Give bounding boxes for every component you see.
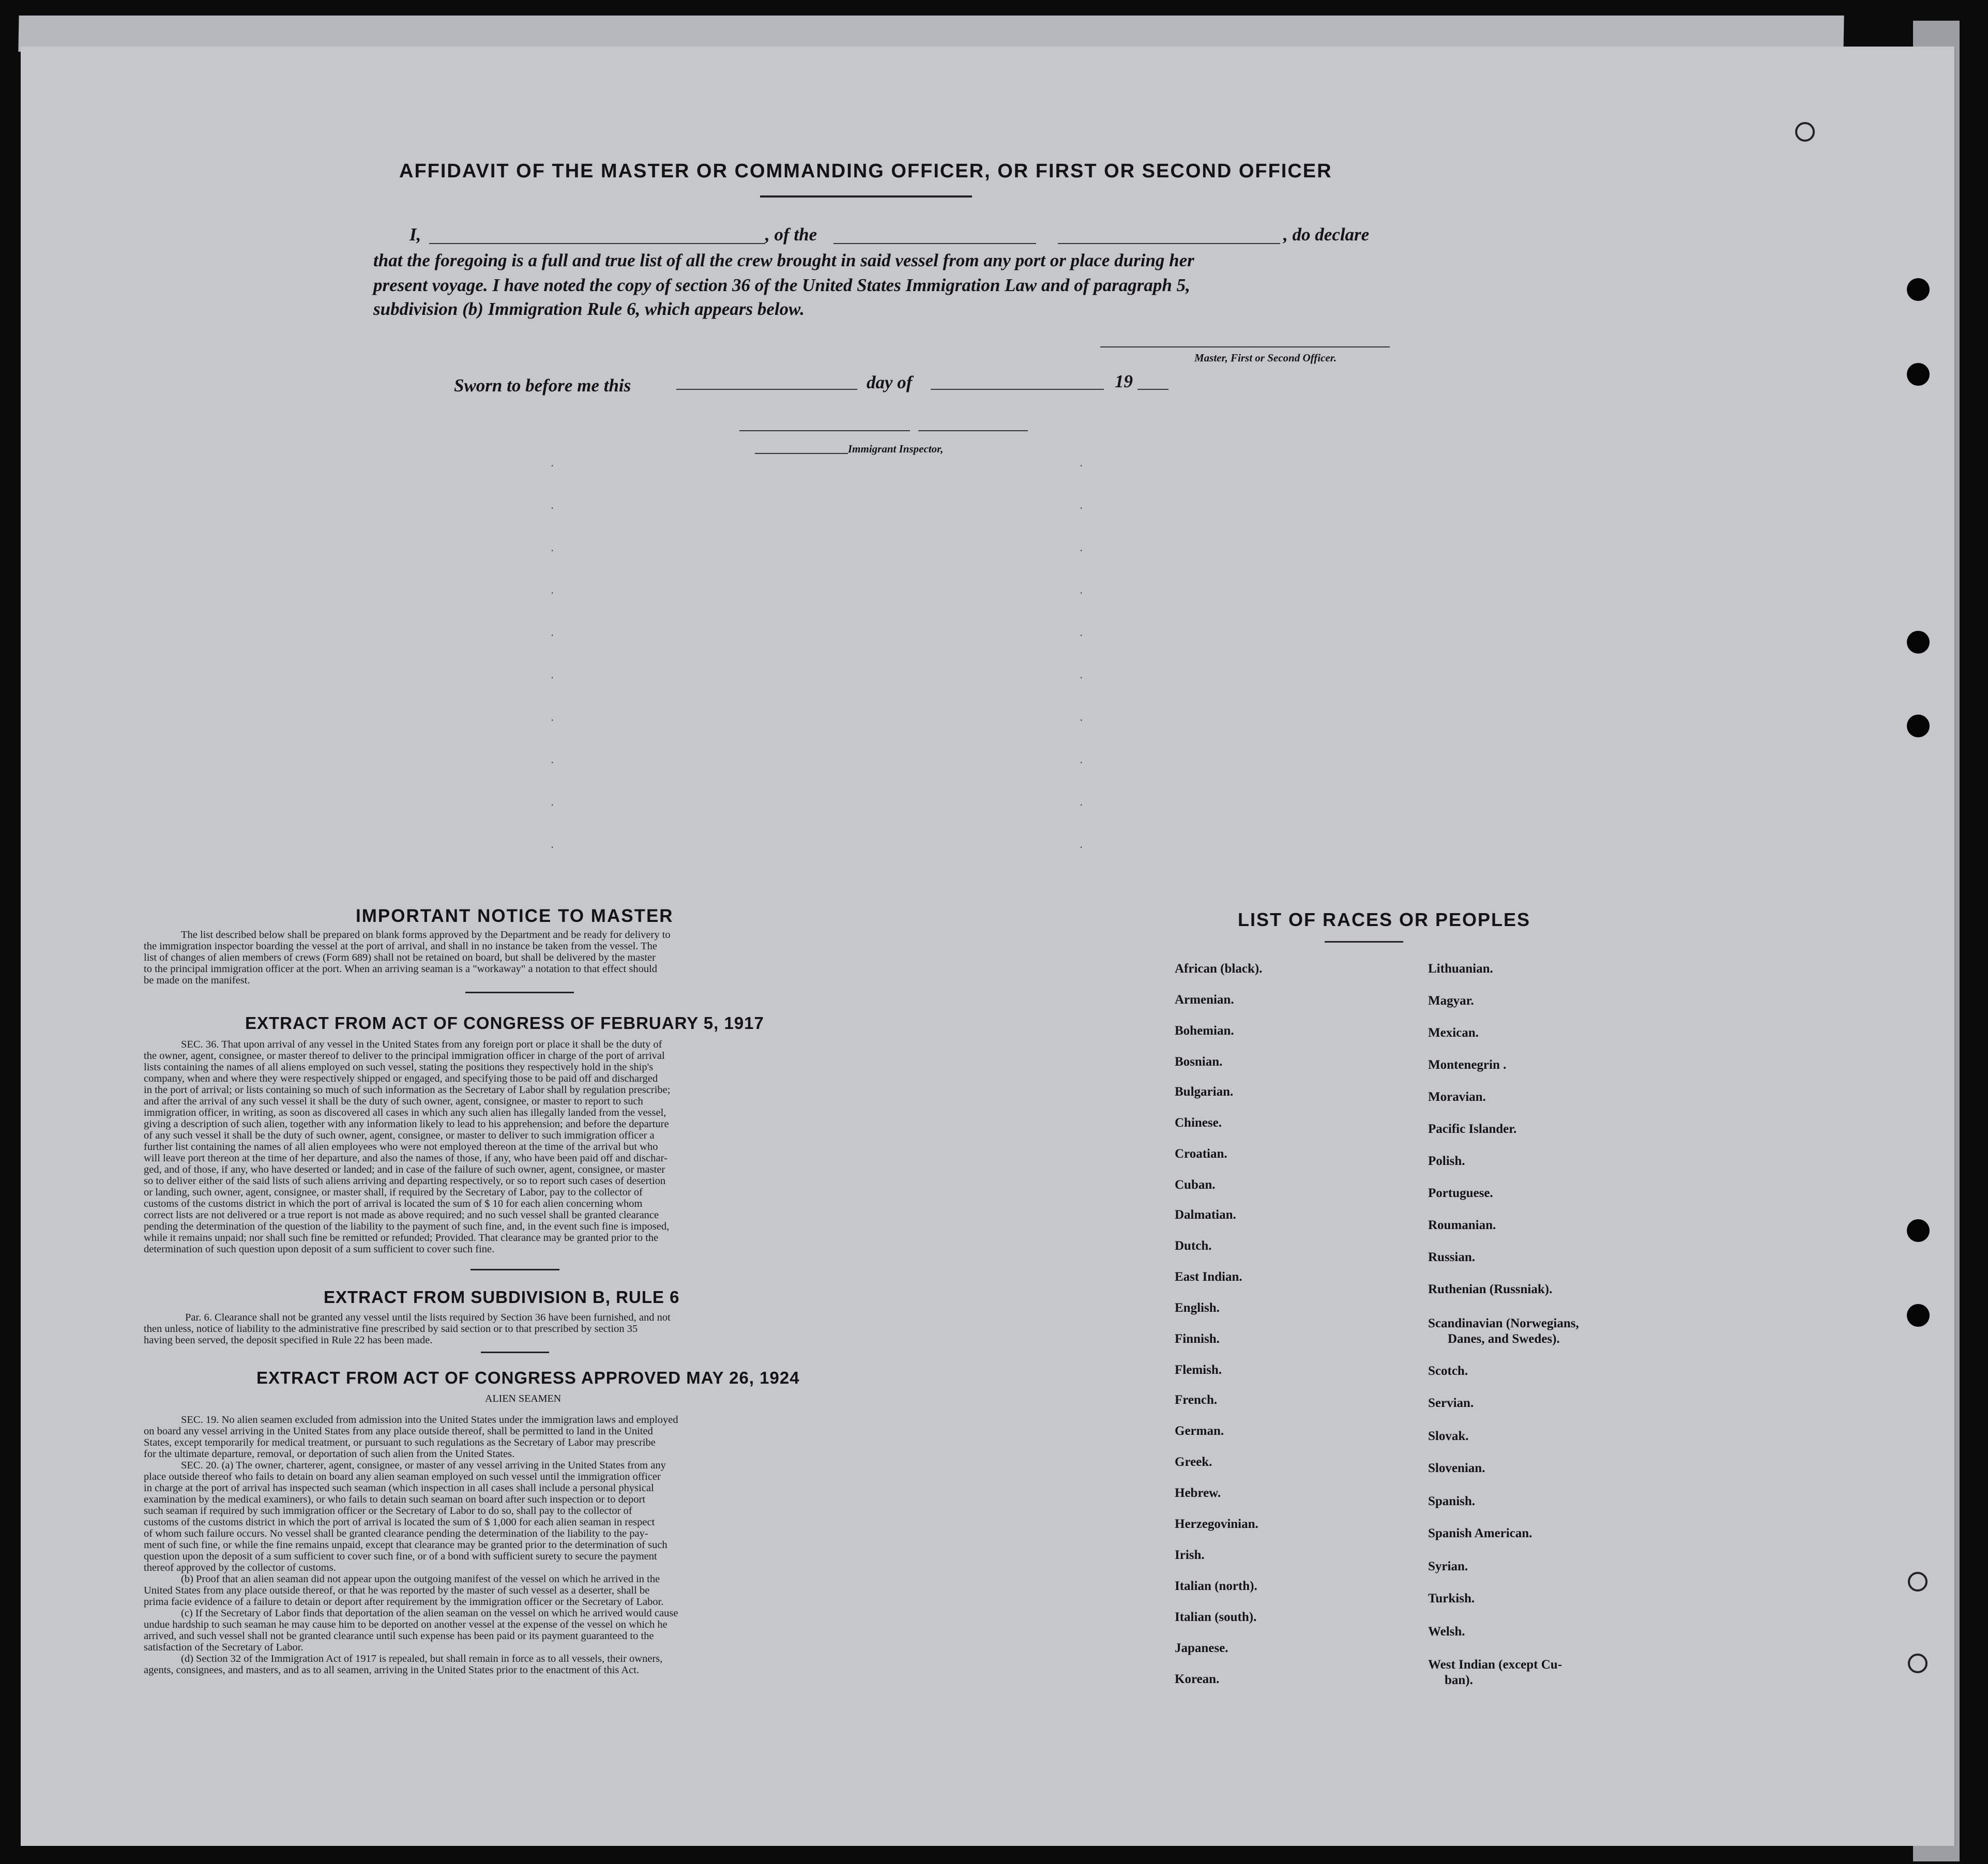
- race-item: Cuban.: [1175, 1178, 1216, 1192]
- of-the-label: , of the: [765, 224, 817, 245]
- race-item: Russian.: [1428, 1250, 1476, 1264]
- race-item: Danes, and Swedes).: [1448, 1332, 1560, 1346]
- race-item: Finnish.: [1175, 1332, 1220, 1346]
- binder-hole: [1907, 715, 1930, 737]
- binder-hole: [1907, 631, 1930, 654]
- binder-hole-empty: [1908, 1654, 1928, 1673]
- act-1924-line: arrived, and such vessel shall not be granted clearance until such expense has been paid or its payment guaranteed to the: [144, 1630, 654, 1642]
- act-1917-line: giving a description of such alien, together with any information likely to lead to his apprehension; and before the departure: [144, 1118, 669, 1130]
- binder-hole: [1907, 363, 1930, 386]
- inspector-signature-field[interactable]: [755, 453, 848, 454]
- rule-6-line: then unless, notice of liability to the administrative fine prescribed by said section or to that prescribed by section 35: [144, 1323, 638, 1335]
- race-item: Spanish.: [1428, 1494, 1476, 1508]
- act-1917-line: so to deliver either of the said lists of such aliens arriving and departing respectively, or so to report such cases of desertion: [144, 1175, 666, 1187]
- race-item: Welsh.: [1428, 1625, 1465, 1639]
- act-1917-line: company, when and where they were respectively shipped or engaged, and specifying those to be paid off and discharged: [144, 1073, 658, 1084]
- binder-hole: [1907, 1219, 1930, 1242]
- binder-hole-empty: [1795, 122, 1815, 142]
- act-1917-line: and after the arrival of any such vessel it shall be the duty of such owner, agent, consignee, or master to report to such: [144, 1096, 643, 1107]
- act-1924-line: (b) Proof that an alien seaman did not appear upon the outgoing manifest of the vessel on which he arrived in the: [181, 1573, 660, 1585]
- act-1924-line: agents, consignees, and masters, and as to all seamen, arriving in the United States prior to the enactment of this Act.: [144, 1664, 640, 1676]
- act-1924-line: States, except temporarily for medical treatment, or pursuant to such regulations as the Secretary of Labor may prescribe: [144, 1437, 656, 1448]
- race-item: Magyar.: [1428, 994, 1474, 1008]
- sworn-month-field[interactable]: [931, 389, 1104, 390]
- year-label: 19: [1115, 371, 1133, 391]
- act-1917-line: SEC. 36. That upon arrival of any vessel in the United States from any foreign port or place it shall be the duty of: [181, 1039, 662, 1050]
- sworn-day-field[interactable]: [676, 389, 857, 390]
- binder-hole: [1907, 1304, 1930, 1327]
- race-item: Italian (north).: [1175, 1579, 1257, 1593]
- act-1924-line: (d) Section 32 of the Immigration Act of 1917 is repealed, but shall remain in force as to all vessels, their owners,: [181, 1653, 663, 1664]
- act-1924-line: for the ultimate departure, removal, or deportation of such alien from the United States.: [144, 1448, 515, 1460]
- race-item: French.: [1175, 1393, 1218, 1407]
- sworn-label: Sworn to before me this: [454, 375, 631, 396]
- act-1917-line: lists containing the names of all aliens employed on such vessel, stating the positions they respectively hold in the ship's: [144, 1062, 654, 1073]
- act-1917-line: in the port of arrival; or lists containing so much of such information as the Secretary of Labor shall by regulation prescribe;: [144, 1084, 671, 1096]
- act-1924-line: in charge at the port of arrival has inspected such seaman (which inspection in all cases shall include a personal physical: [144, 1482, 654, 1494]
- act-1924-line: question upon the deposit of a sum sufficient to cover such fine, or of a bond with sufficient surety to secure the payment: [144, 1551, 657, 1562]
- race-item: Italian (south).: [1175, 1610, 1257, 1624]
- act-1924-title: EXTRACT FROM ACT OF CONGRESS APPROVED MAY 26, 1924: [256, 1368, 800, 1387]
- race-item: German.: [1175, 1424, 1224, 1438]
- race-item: Dutch.: [1175, 1239, 1212, 1253]
- race-item: Ruthenian (Russniak).: [1428, 1282, 1553, 1296]
- master-signature-label: Master, First or Second Officer.: [1194, 352, 1337, 364]
- races-title-underline: [1325, 941, 1403, 943]
- race-item: Hebrew.: [1175, 1486, 1221, 1500]
- act-1924-line: ment of such fine, or while the fine remains unpaid, except that clearance may be granted prior to the determination of such: [144, 1539, 667, 1551]
- race-item: Bulgarian.: [1175, 1085, 1234, 1099]
- race-item: ban).: [1445, 1673, 1473, 1687]
- affidavit-title: AFFIDAVIT OF THE MASTER OR COMMANDING OFFICER, OR FIRST OR SECOND OFFICER: [399, 160, 1332, 182]
- act-1924-line: customs of the customs district in which the port of arrival is located the sum of $ 1,000 for each alien seaman in respect: [144, 1517, 655, 1528]
- race-item: Korean.: [1175, 1672, 1220, 1686]
- notice-title: IMPORTANT NOTICE TO MASTER: [356, 906, 674, 926]
- race-item: Dalmatian.: [1175, 1208, 1236, 1222]
- notice-line: The list described below shall be prepared on blank forms approved by the Department and be ready for delivery to: [181, 929, 671, 941]
- act-1924-line: SEC. 20. (a) The owner, charterer, agent, consignee, or master of any vessel arriving in the United States from any: [181, 1460, 666, 1471]
- act-1917-line: will leave port thereon at the time of her departure, and also the names of those, if any, who have been paid off and dischar-: [144, 1153, 667, 1164]
- notice-line: be made on the manifest.: [144, 975, 250, 986]
- act-1917-line: immigration officer, in writing, as soon as discovered all cases in which any such alien has illegally landed from the vessel,: [144, 1107, 666, 1118]
- act-1917-line: or landing, such owner, agent, consignee, or master shall, if required by the Secretary of Labor, pay to the collector of: [144, 1187, 643, 1198]
- act-1924-line: satisfaction of the Secretary of Labor.: [144, 1642, 303, 1653]
- act-1917-line: ged, and of those, if any, who have deserted or landed; and in case of the failure of such owner, agent, consignee, or master: [144, 1164, 665, 1175]
- faint-dot-column: · · · · · · · · · ·: [1080, 460, 1083, 854]
- rule-6-line: Par. 6. Clearance shall not be granted any vessel until the lists required by Section 36 have been furnished, and not: [185, 1312, 671, 1323]
- act-1917-line: the owner, agent, consignee, or master thereof to deliver to the principal immigration officer in charge of the port of arrival: [144, 1050, 665, 1062]
- act-1917-title: EXTRACT FROM ACT OF CONGRESS OF FEBRUARY 5, 1917: [245, 1013, 764, 1033]
- rule-6-title: EXTRACT FROM SUBDIVISION B, RULE 6: [324, 1287, 680, 1307]
- act-1924-line: thereof approved by the collector of customs.: [144, 1562, 336, 1573]
- act-1917-line: further list containing the names of all alien employees who were not employed thereon at the time of the arrival but who: [144, 1141, 658, 1153]
- race-item: Scandinavian (Norwegians,: [1428, 1316, 1579, 1330]
- act-1924-line: United States from any place outside thereof, or that he was reported by the master of such vessel as a deserter, shall be: [144, 1585, 650, 1596]
- race-item: East Indian.: [1175, 1270, 1242, 1284]
- act-1917-line: customs of the customs district in which the port of arrival is located the sum of $ 10 for each alien concerning whom: [144, 1198, 643, 1209]
- race-item: Chinese.: [1175, 1116, 1222, 1130]
- section-divider: [481, 1352, 549, 1353]
- race-item: Polish.: [1428, 1154, 1465, 1168]
- act-1924-line: SEC. 19. No alien seamen excluded from admission into the United States under the immigration laws and employed: [181, 1414, 678, 1426]
- affidavit-body-line: subdivision (b) Immigration Rule 6, which appears below.: [373, 299, 805, 319]
- race-item: Herzegovinian.: [1175, 1517, 1258, 1531]
- notice-line: list of changes of alien members of crews (Form 689) shall not be retained on board, but shall be delivered by the master: [144, 952, 656, 963]
- act-1924-line: (c) If the Secretary of Labor finds that deportation of the alien seaman on the vessel on which he arrived would cause: [181, 1608, 678, 1619]
- sworn-year-field[interactable]: [1137, 389, 1168, 390]
- affidavit-i-label: I,: [409, 224, 421, 245]
- race-item: Lithuanian.: [1428, 962, 1493, 976]
- race-item: West Indian (except Cu-: [1428, 1658, 1562, 1672]
- do-declare-label: , do declare: [1283, 224, 1370, 245]
- title-underline: [760, 195, 972, 198]
- act-1917-line: while it remains unpaid; nor shall such fine be remitted or refunded; Provided. That clearance may be granted prior to the: [144, 1232, 659, 1244]
- race-item: Syrian.: [1428, 1559, 1468, 1573]
- binder-hole: [1907, 278, 1930, 301]
- act-1924-line: undue hardship to such seaman he may cause him to be deported on another vessel at the expense of the vessel on which he: [144, 1619, 667, 1630]
- race-item: Servian.: [1428, 1396, 1474, 1410]
- affidavit-body-line: present voyage. I have noted the copy of section 36 of the United States Immigration Law and of paragraph 5,: [373, 275, 1190, 295]
- race-item: Roumanian.: [1428, 1218, 1496, 1232]
- act-1917-line: of any such vessel it shall be the duty of such owner, agent, consignee, or master to deliver to such immigration officer a: [144, 1130, 655, 1141]
- race-item: Bosnian.: [1175, 1055, 1223, 1069]
- races-title: LIST OF RACES OR PEOPLES: [1238, 909, 1531, 930]
- race-item: Mexican.: [1428, 1026, 1479, 1040]
- race-item: Armenian.: [1175, 993, 1234, 1007]
- act-1917-line: determination of such question upon deposit of a sum sufficient to cover such fine.: [144, 1244, 495, 1255]
- inspector-line-a[interactable]: [739, 430, 910, 431]
- act-1924-line: prima facie evidence of a failure to detain or deport after requirement by the immigration officer or the Secretary of Labor.: [144, 1596, 664, 1608]
- act-1917-line: correct lists are not delivered or a true report is not made as above required; and no such vessel shall be granted clearance: [144, 1209, 659, 1221]
- act-1924-subtitle: ALIEN SEAMEN: [485, 1393, 562, 1404]
- race-item: Flemish.: [1175, 1363, 1222, 1377]
- race-item: Greek.: [1175, 1455, 1212, 1469]
- section-divider: [471, 1269, 559, 1270]
- notice-line: to the principal immigration officer at the port. When an arriving seaman is a "workaway" a notation to that effect should: [144, 963, 658, 975]
- binder-hole-empty: [1908, 1572, 1928, 1592]
- race-item: Portuguese.: [1428, 1186, 1493, 1200]
- inspector-line-b[interactable]: [918, 430, 1028, 431]
- race-item: Slovak.: [1428, 1429, 1469, 1443]
- inspector-label: Immigrant Inspector,: [848, 443, 944, 455]
- race-item: African (black).: [1175, 962, 1263, 976]
- act-1924-line: such seaman if required by such immigration officer or the Secretary of Labor to do so, shall pay to the collector of: [144, 1505, 632, 1517]
- vessel-name-field[interactable]: [1058, 243, 1280, 244]
- act-1924-line: on board any vessel arriving in the United States from any place outside thereof, shall be permitted to land in the United: [144, 1426, 653, 1437]
- race-item: Montenegrin .: [1428, 1058, 1507, 1072]
- race-item: Pacific Islander.: [1428, 1122, 1517, 1136]
- rule-6-line: having been served, the deposit specified in Rule 22 has been made.: [144, 1335, 433, 1346]
- vessel-type-field[interactable]: [833, 243, 1036, 244]
- faint-dot-column: · · · · · · · · · ·: [551, 460, 554, 854]
- notice-line: the immigration inspector boarding the vessel at the port of arrival, and shall in no instance be taken from the vessel. The: [144, 941, 658, 952]
- race-item: Japanese.: [1175, 1641, 1228, 1655]
- master-signature-field[interactable]: [1100, 346, 1390, 347]
- day-of-label: day of: [867, 372, 913, 392]
- race-item: Croatian.: [1175, 1147, 1227, 1161]
- affidavit-body-line: that the foregoing is a full and true list of all the crew brought in said vessel from any port or place during her: [373, 250, 1194, 270]
- race-item: Irish.: [1175, 1548, 1205, 1562]
- act-1924-line: of whom such failure occurs. No vessel shall be granted clearance pending the determination of the liability to the pay-: [144, 1528, 648, 1539]
- act-1917-line: pending the determination of the question of the liability to the payment of such fine, and, in the event such fine is imposed,: [144, 1221, 670, 1232]
- race-item: Slovenian.: [1428, 1461, 1485, 1475]
- act-1924-line: examination by the medical examiners), or who fails to detain such seaman on board after such inspection or to deport: [144, 1494, 646, 1505]
- race-item: Bohemian.: [1175, 1024, 1234, 1038]
- master-name-field[interactable]: [429, 243, 765, 244]
- race-item: Moravian.: [1428, 1090, 1486, 1104]
- race-item: Turkish.: [1428, 1592, 1475, 1605]
- section-divider: [465, 992, 574, 993]
- race-item: Spanish American.: [1428, 1526, 1532, 1540]
- act-1924-line: place outside thereof who fails to detain on board any alien seaman employed on such vessel until the immigration officer: [144, 1471, 661, 1482]
- race-item: English.: [1175, 1301, 1220, 1315]
- race-item: Scotch.: [1428, 1364, 1468, 1378]
